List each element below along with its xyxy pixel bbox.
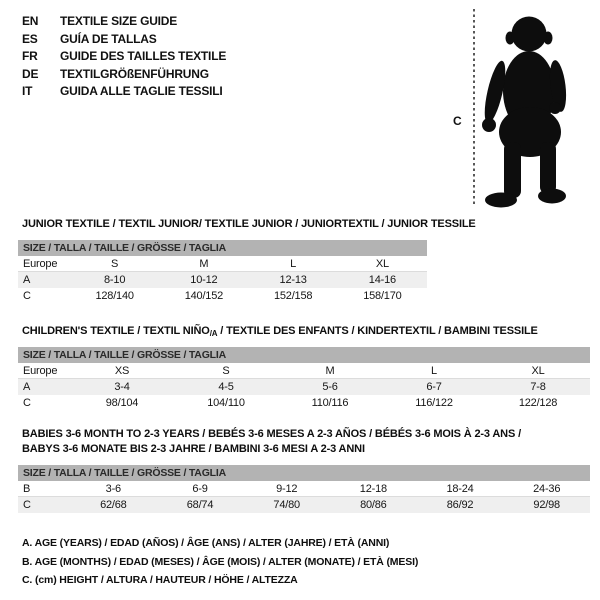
height-cell: 152/158 xyxy=(273,290,313,302)
baby-figure xyxy=(448,4,578,210)
lang-code: EN xyxy=(22,14,39,28)
height-cell: 158/170 xyxy=(363,290,402,302)
height-cell: 80/86 xyxy=(360,499,387,511)
size-cell: XS xyxy=(114,364,130,377)
height-cell: 122/128 xyxy=(518,397,558,409)
months-cell: 12-18 xyxy=(359,482,387,495)
language-header xyxy=(22,13,226,101)
junior-title: JUNIOR TEXTILE / TEXTIL JUNIOR/ TEXTILE JUNIOR / JUNIORTEXTIL / JUNIOR TESSILE xyxy=(22,218,476,230)
height-cell: 62/68 xyxy=(100,499,127,511)
height-cell: 110/116 xyxy=(311,397,349,409)
age-cell: 7-8 xyxy=(530,381,546,393)
lang-text: TEXTILGRÖßENFÜHRUNG xyxy=(60,66,209,81)
table-row-height xyxy=(18,497,590,513)
table-row-europe xyxy=(18,256,427,272)
note-b: B. AGE (MONTHS) / EDAD (MESES) / ÂGE (MOIS) / ALTER (MONATE) / ETÀ (MESI) xyxy=(22,555,419,568)
junior-table xyxy=(18,240,427,304)
lang-code: DE xyxy=(22,66,39,81)
size-cell: S xyxy=(111,257,119,270)
lang-text: GUIDA ALLE TAGLIE TESSILI xyxy=(60,84,223,98)
height-cell: 68/74 xyxy=(186,499,214,511)
children-title-pre: CHILDREN'S TEXTILE / TEXTIL NIÑO xyxy=(22,325,210,337)
babies-title-line2: BABYS 3-6 MONATE BIS 2-3 JAHRE / BAMBINI 3-6 MESI A 2-3 ANNI xyxy=(22,442,365,455)
lang-text: TEXTILE SIZE GUIDE xyxy=(60,14,178,28)
size-cell: L xyxy=(290,257,297,270)
row-label: C xyxy=(23,397,31,409)
children-title-post: / TEXTILE DES ENFANTS / KINDERTEXTIL / BAMBINI TESSILE xyxy=(217,325,538,337)
babies-title xyxy=(22,427,521,456)
size-cell: XL xyxy=(375,257,389,270)
table-row-height xyxy=(18,395,590,411)
children-title xyxy=(22,324,538,342)
children-table xyxy=(18,347,590,411)
note-a: A. AGE (YEARS) / EDAD (AÑOS) / ÂGE (ANS) / ALTER (JAHRE) / ETÀ (ANNI) xyxy=(22,537,390,549)
size-cell: M xyxy=(325,364,335,377)
lang-row-de xyxy=(22,66,226,84)
age-cell: 3-4 xyxy=(114,381,130,393)
age-cell: 4-5 xyxy=(218,381,234,393)
row-label: A xyxy=(23,381,31,393)
babies-title-line1: BABIES 3-6 MONTH TO 2-3 YEARS / BEBÉS 3-6 MESES A 2-3 AÑOS / BÉBÉS 3-6 MOIS À 2-3 ANS / xyxy=(22,428,521,440)
size-header-bar: SIZE / TALLA / TAILLE / GRÖSSE / TAGLIA xyxy=(18,347,590,363)
age-cell: 5-6 xyxy=(322,381,338,393)
age-cell: 8-10 xyxy=(104,274,126,286)
lang-code: IT xyxy=(22,84,33,98)
row-label: Europe xyxy=(23,364,58,377)
height-cell: 140/152 xyxy=(184,290,224,302)
table-row-age xyxy=(18,272,427,288)
babies-table xyxy=(18,465,590,513)
age-cell: 10-12 xyxy=(190,274,218,286)
height-cell: 86/92 xyxy=(446,499,474,511)
months-cell: 6-9 xyxy=(192,482,208,495)
lang-text: GUÍA DE TALLAS xyxy=(60,31,157,46)
lang-row-en xyxy=(22,13,226,31)
row-label: Europe xyxy=(23,257,58,270)
months-cell: 18-24 xyxy=(446,482,474,495)
height-cell: 74/80 xyxy=(273,499,300,511)
months-cell: 9-12 xyxy=(276,482,298,495)
months-cell: 24-36 xyxy=(533,482,561,495)
baby-silhouette-icon xyxy=(480,17,568,208)
lang-row-fr xyxy=(22,48,226,66)
table-row-height xyxy=(18,288,427,304)
row-label: B xyxy=(23,482,31,495)
row-label: C xyxy=(23,499,31,511)
age-cell: 14-16 xyxy=(368,274,396,286)
size-header-bar: SIZE / TALLA / TAILLE / GRÖSSE / TAGLIA xyxy=(18,465,590,481)
table-row-age xyxy=(18,379,590,395)
height-cell: 116/122 xyxy=(415,397,453,409)
size-cell: M xyxy=(199,257,209,270)
lang-code: FR xyxy=(22,49,38,63)
height-cell: 104/110 xyxy=(207,397,245,409)
size-cell: S xyxy=(222,364,230,377)
row-label: A xyxy=(23,274,31,286)
size-cell: XL xyxy=(531,364,545,377)
height-cell: 92/98 xyxy=(533,499,560,511)
height-cell: 128/140 xyxy=(95,290,134,302)
measure-label-c: C xyxy=(453,114,462,128)
table-row-europe xyxy=(18,363,590,379)
children-title-sub: /A xyxy=(209,329,218,338)
note-c: C. (cm) HEIGHT / ALTURA / HAUTEUR / HÖHE / ALTEZZA xyxy=(22,574,298,586)
lang-code: ES xyxy=(22,31,38,46)
lang-row-it xyxy=(22,83,226,101)
height-cell: 98/104 xyxy=(105,397,139,409)
size-cell: L xyxy=(431,364,437,377)
age-cell: 6-7 xyxy=(426,381,442,393)
size-header-bar: SIZE / TALLA / TAILLE / GRÖSSE / TAGLIA xyxy=(18,240,427,256)
legend-notes xyxy=(22,534,418,590)
table-row-months xyxy=(18,481,590,497)
row-label: C xyxy=(23,290,31,302)
lang-row-es xyxy=(22,31,226,49)
months-cell: 3-6 xyxy=(105,482,121,495)
age-cell: 12-13 xyxy=(279,274,307,286)
lang-text: GUIDE DES TAILLES TEXTILE xyxy=(60,49,227,63)
